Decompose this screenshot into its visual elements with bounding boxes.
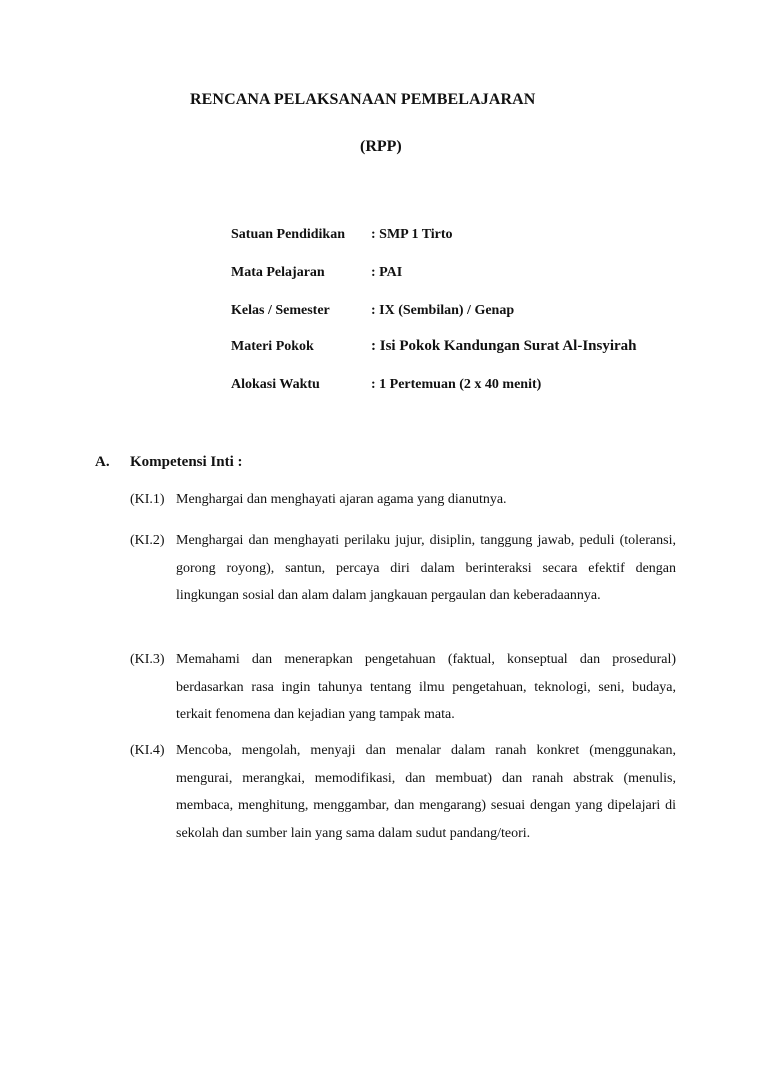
identity-label: Mata Pelajaran (231, 265, 325, 280)
identity-value: : Isi Pokok Kandungan Surat Al-Insyirah (371, 338, 637, 354)
ki-item-4 (130, 737, 676, 847)
ki-code: (KI.3) (130, 652, 165, 667)
identity-value: : 1 Pertemuan (2 x 40 menit) (371, 377, 542, 392)
section-letter: A. (95, 454, 110, 470)
identity-value: : SMP 1 Tirto (371, 227, 453, 242)
identity-value: : IX (Sembilan) / Genap (371, 303, 515, 318)
identity-value: : PAI (371, 265, 403, 280)
identity-label: Alokasi Waktu (231, 377, 320, 392)
ki-text: Menghargai dan menghayati perilaku jujur, disiplin, tanggung jawab, peduli (toleransi, gorong royong), santun, percaya diri dalam berinteraksi secara efektif dengan lingkungan sosial dan alam dalam jangkauan pergaulan dan keberadaannya. (176, 533, 676, 603)
ki-code: (KI.4) (130, 743, 165, 758)
ki-code: (KI.1) (130, 492, 165, 507)
ki-item-3 (130, 646, 676, 729)
ki-text: Mencoba, mengolah, menyaji dan menalar dalam ranah konkret (menggunakan, mengurai, merangkai, memodifikasi, dan membuat) dan ranah abstrak (menulis, membaca, menghitung, menggambar, dan mengarang) sesuai dengan yang dipelajari di sekolah dan sumber lain yang sama dalam sudut pandang/teori. (176, 743, 676, 841)
ki-item-1 (130, 486, 676, 514)
ki-text: Memahami dan menerapkan pengetahuan (faktual, konseptual dan prosedural) berdasarkan rasa ingin tahunya tentang ilmu pengetahuan, teknologi, seni, budaya, terkait fenomena dan kejadian yang tampak mata. (176, 652, 676, 722)
section-title: Kompetensi Inti : (130, 454, 243, 470)
identity-label: Satuan Pendidikan (231, 227, 345, 242)
identity-label: Kelas / Semester (231, 303, 330, 318)
ki-item-2 (130, 527, 676, 610)
document-title: RENCANA PELAKSANAAN PEMBELAJARAN (190, 91, 536, 108)
identity-label: Materi Pokok (231, 339, 314, 354)
ki-code: (KI.2) (130, 533, 165, 548)
document-subtitle: (RPP) (360, 138, 402, 155)
ki-text: Menghargai dan menghayati ajaran agama yang dianutnya. (176, 492, 507, 507)
